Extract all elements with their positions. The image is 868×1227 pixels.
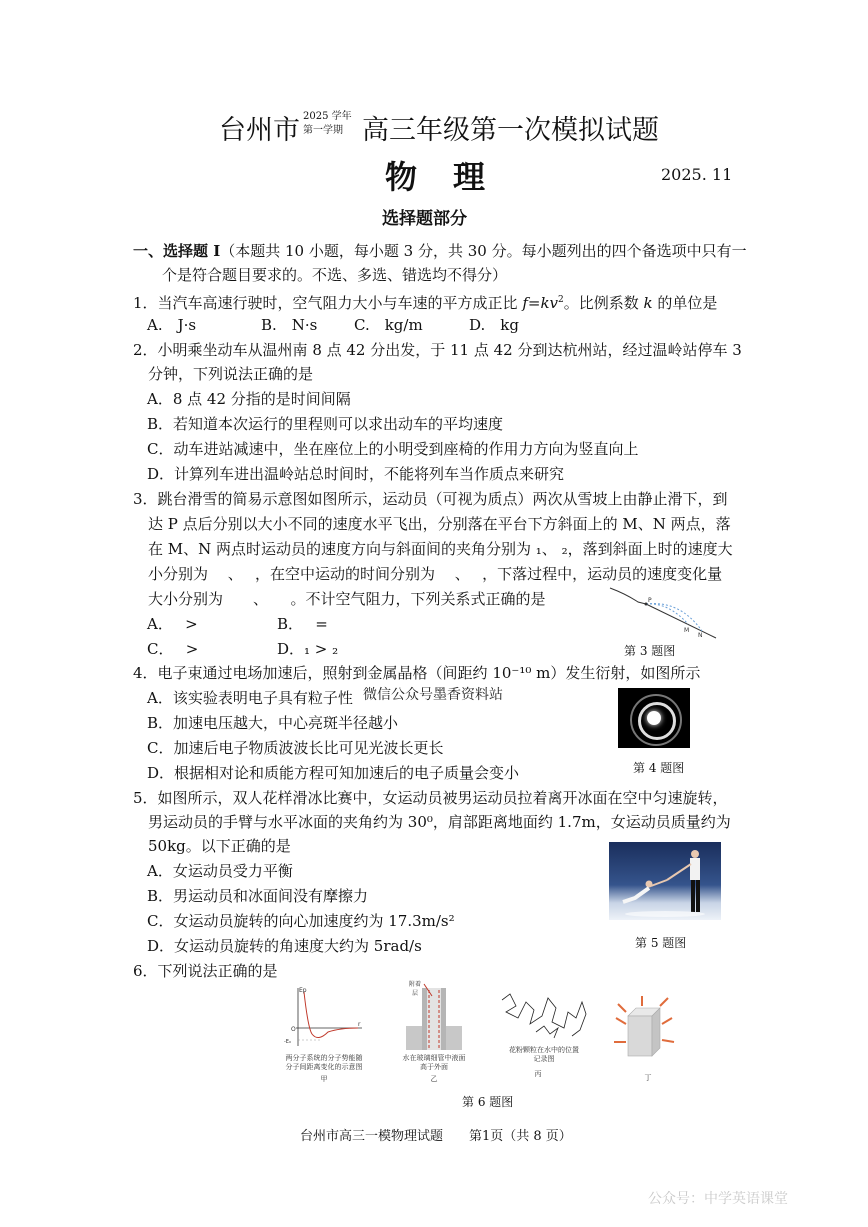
exam-date: 2025. 11: [661, 165, 733, 184]
q4-option-c: C．加速后电子物质波波长比可见光波长更长: [147, 739, 444, 757]
part1-heading: [133, 241, 747, 261]
q5-option-b: B．男运动员和冰面间没有摩擦力: [147, 887, 369, 905]
q6-figure-caption: 第 6 题图: [462, 1095, 514, 1109]
yi-tag: 附着层: [408, 981, 421, 997]
q1-stem-c: 的单位是: [652, 294, 718, 312]
q4-inline-watermark: 微信公众号墨香资料站: [363, 687, 503, 703]
footer-watermark: 公众号：中学英语课堂: [648, 1191, 788, 1207]
q1-stem: [133, 290, 717, 313]
bing-caption: 花粉颗粒在水中的位置记录图: [509, 1046, 579, 1063]
jia-axis-y: Ep: [299, 987, 307, 994]
q1-formula-sup: 2: [558, 295, 564, 305]
q4-stem: 4．电子束通过电场加速后，照射到金属晶格（间距约 10⁻¹⁰ m）发生衍射，如图所示: [133, 664, 701, 682]
svg-text:P: P: [648, 597, 652, 604]
q5-option-d: D．女运动员旋转的角速度大约为 5rad/s: [147, 937, 422, 955]
q2-option-a: A．8 点 42 分指的是时间间隔: [147, 390, 351, 408]
part1-desc-line1: （本题共 10 小题，每小题 3 分，共 30 分。每小题列出的四个备选项中只有一: [220, 242, 747, 260]
part1-desc-line2: 个是符合题目要求的。不选、多选、错选均不得分）: [162, 266, 508, 284]
q5-option-a: A．女运动员受力平衡: [147, 862, 293, 880]
q3-stem-line2: 达 P 点后分别以大小不同的速度水平飞出，分别落在平台下方斜面上的 M、N 两点，落: [148, 515, 731, 533]
exam-year: 2025 学年: [303, 111, 352, 122]
ding-label: 丁: [644, 1074, 652, 1082]
molecular-potential-chart: [284, 984, 364, 1050]
slope-line: [646, 604, 716, 638]
exam-title: 高三年级第一次模拟试题: [362, 115, 659, 146]
jia-axis-x: r: [358, 1021, 361, 1028]
q2-stem-line2: 分钟，下列说法正确的是: [148, 365, 314, 383]
q5-stem-line3: 50kg。以下正确的是: [148, 837, 291, 855]
yi-caption: 水在玻璃细管中液面高于外面: [402, 1054, 466, 1071]
q4-option-b: B．加速电压越大，中心亮斑半径越小: [147, 714, 399, 732]
jia-neg-e0: -E₀: [284, 1039, 291, 1045]
yi-label: 乙: [430, 1075, 438, 1083]
q1-k: k: [643, 294, 653, 312]
page-footer: 台州市高三一模物理试题 第1页（共 8 页）: [300, 1129, 572, 1144]
q4-option-d: D．根据相对论和质能方程可知加速后的电子质量会变小: [147, 764, 520, 782]
q3-stem-line5: 大小分别为 、 。不计空气阻力，下列关系式正确的是: [148, 590, 546, 608]
q1-formula: f=kv: [522, 294, 559, 312]
q3-option-a: A． >: [147, 615, 198, 633]
part1-label: 一、选择题 I: [133, 242, 221, 260]
q2-option-c: C．动车进站减速中，坐在座位上的小明受到座椅的作用力方向为竖直向上: [147, 440, 639, 458]
brownian-motion-diagram: [496, 988, 590, 1040]
subject-title: 物 理: [385, 158, 488, 196]
q4-figure-caption: 第 4 题图: [633, 761, 685, 775]
q5-option-c: C．女运动员旋转的向心加速度约为 17.3m/s²: [147, 912, 455, 930]
q4-option-a: A．该实验表明电子具有粒子性: [147, 689, 353, 707]
q3-option-b: B． =: [277, 615, 328, 633]
q3-stem-line3: 在 M、N 两点时运动员的速度方向与斜面间的夹角分别为 ₁、 ₂，落到斜面上时的速度大: [148, 540, 733, 558]
exam-term: 第一学期: [303, 125, 343, 136]
q3-option-d: D．₁ > ₂: [277, 640, 339, 658]
svg-text:M: M: [684, 627, 690, 634]
q5-stem-line2: 男运动员的手臂与水平冰面的夹角约为 30⁰，肩部距离地面约 1.7m，女运动员质量约为: [148, 813, 731, 831]
cube-radiation-diagram: [608, 994, 678, 1066]
q3-figure-caption: 第 3 题图: [624, 644, 676, 658]
svg-text:N: N: [698, 632, 703, 639]
q3-stem-line4: 小分别为 、 ，在空中运动的时间分别为 、 ，下落过程中，运动员的速度变化量: [148, 565, 723, 583]
q1-option-d: D. kg: [469, 316, 519, 334]
diffraction-pattern-image: [618, 688, 690, 748]
ski-jump-diagram: [608, 582, 718, 640]
q5-figure-caption: 第 5 题图: [635, 936, 687, 950]
jia-caption: 两分子系统的分子势能随分子间距离变化的示意图: [285, 1054, 363, 1071]
bing-label: 丙: [534, 1070, 542, 1078]
q2-option-d: D．计算列车进出温岭站总时间时，不能将列车当作质点来研究: [147, 465, 565, 483]
jia-origin: O: [291, 1026, 296, 1033]
q1-option-c: C. kg/m: [354, 316, 423, 334]
q3-stem-line1: 3．跳台滑雪的简易示意图如图所示，运动员（可视为质点）两次从雪坡上由静止滑下，到: [133, 490, 728, 508]
q2-option-b: B．若知道本次运行的里程则可以求出动车的平均速度: [147, 415, 504, 433]
q3-option-c: C． >: [147, 640, 199, 658]
q6-stem: 6．下列说法正确的是: [133, 962, 278, 980]
figure-skating-photo: [609, 842, 721, 920]
q2-stem-line1: 2．小明乘坐动车从温州南 8 点 42 分出发，于 11 点 42 分到达杭州站，经过温岭站停车 3: [133, 341, 742, 359]
section-title: 选择题部分: [382, 209, 467, 229]
jia-label: 甲: [320, 1075, 328, 1083]
exam-city: 台州市: [219, 115, 300, 146]
q1-stem-b: 。比例系数: [563, 294, 644, 312]
q1-option-b: B. N·s: [261, 316, 318, 334]
q5-stem-line1: 5．如图所示，双人花样滑冰比赛中，女运动员被男运动员拉着离开冰面在空中匀速旋转，: [133, 789, 728, 807]
q1-stem-a: 1．当汽车高速行驶时，空气阻力大小与车速的平方成正比: [133, 294, 523, 312]
q1-option-a: A. J·s: [147, 316, 197, 334]
